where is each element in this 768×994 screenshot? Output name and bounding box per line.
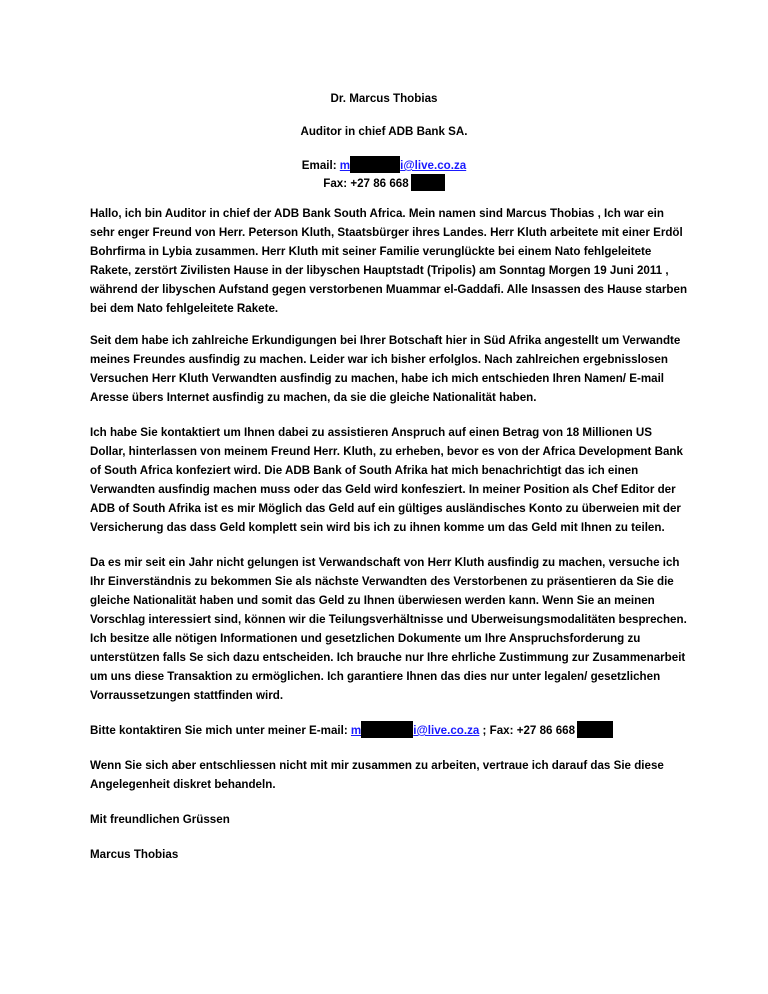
sender-name: Dr. Marcus Thobias (330, 92, 438, 105)
contact-email-suffix: i@live.co.za (413, 724, 480, 737)
email-suffix: i@live.co.za (400, 159, 467, 172)
paragraph-proposal: Da es mir seit ein Jahr nicht gelungen ist Verwandschaft von Herr Kluth ausfindig zu machen, versuche ich Ihr Einverständnis zu bekommen Sie als nächste Verwandten des Verstorbenen zu präsentieren da Sie die gleiche Nationalität haben und somit das Geld zu Ihnen überwiesen werden kann. Wenn Sie an meinen Vorschlag interessiert sind, können wir die Teilungsverhältnisse und Uberweisungsmodalitäten besprechen. Ich besitze alle nötigen Informationen und gesetzlichen Dokumente um Ihre Anspruchsforderung zu unterstützen falls Se sich dazu entscheiden. Ich brauche nur Ihre ehrliche Zustimmung zur Zusammenarbeit um uns diese Transaktion zu ermöglichen. Ich garantiere Ihnen das dies nur unter legalen/ gesetzlichen Vorraussetzungen stattfinden wird. (90, 556, 687, 702)
contact-fax: ; Fax: +27 86 668 (479, 724, 576, 737)
contact-label: Bitte kontaktiren Sie mich unter meiner E-mail: (90, 724, 351, 737)
paragraph-closing: Wenn Sie sich aber entschliessen nicht mit mir zusammen zu arbeiten, vertraue ich darauf das Sie diese Angelegenheit diskret behandeln. (90, 759, 664, 791)
salutation: Mit freundlichen Grüssen (90, 813, 230, 826)
letter-body (90, 204, 690, 880)
redaction-block (350, 156, 400, 173)
paragraph-search: Seit dem habe ich zahlreiche Erkundigungen bei Ihrer Botschaft hier in Süd Afrika angestellt um Verwandte meines Freundes ausfindig zu machen. Leider war ich bisher erfolglos. Nach zahlreichen ergebnisslosen Versuchen Herr Kluth Verwandten ausfindig zu machen, habe ich mich entschieden Ihren Namen/ E-mail Aresse übers Internet ausfindig zu machen, da sie die gleiche Nationalität haben. (90, 334, 681, 404)
sender-title: Auditor in chief ADB Bank SA. (300, 125, 468, 138)
contact-line (90, 721, 690, 740)
signature: Marcus Thobias (90, 848, 179, 861)
redaction-block (361, 721, 413, 738)
paragraph-offer: Ich habe Sie kontaktiert um Ihnen dabei zu assistieren Anspruch auf einen Betrag von 18 Millionen US Dollar, hinterlassen von meinem Freund Herr. Kluth, zu erheben, bevor es von der Africa Development Bank of South Africa konfeziert wird. Die ADB Bank of South Afrika hat mich benachrichtigt das ich einen Verwandten ausfindig machen muss oder das Geld wird konfesziert. In meiner Position als Chef Editor der ADB of South Afrika ist es mir Möglich das Geld auf ein gültiges ausländisches Konto zu überweien mit der Versicherung das dass Geld komplett sein wird bis ich zu ihnen komme um das Geld mit Ihnen zu teilen. (90, 426, 683, 534)
sender-email-line (0, 156, 768, 173)
redaction-block (577, 721, 613, 738)
sender-email-link[interactable] (340, 159, 466, 172)
email-prefix: m (339, 159, 351, 172)
contact-email-link[interactable] (351, 724, 479, 737)
contact-email-prefix: m (350, 724, 362, 737)
fax-label: Fax: +27 86 668 (323, 177, 409, 190)
sender-fax-line (0, 174, 768, 191)
redaction-block (411, 174, 445, 191)
email-label: Email: (301, 159, 340, 172)
paragraph-intro: Hallo, ich bin Auditor in chief der ADB Bank South Africa. Mein namen sind Marcus Thobias , Ich war ein sehr enger Freund von Herr. Peterson Kluth, Staatsbürger ihres Landes. Herr Kluth arbeitete mit einer Erdöl Bohrfirma in Lybia zusammen. Herr Kluth mit seiner Familie verunglückte bei einem Nato fehlgeleitete Rakete, zerstört Zivilisten Hause in der libyschen Hauptstadt (Tripolis) am Sonntag Morgen 19 Juni 2011 , während der libyschen Aufstand gegen verstorbenen Muammar el-Gaddafi. Alle Insassen des Hause starben bei dem Nato fehlgeleitete Rakete. (90, 207, 688, 315)
